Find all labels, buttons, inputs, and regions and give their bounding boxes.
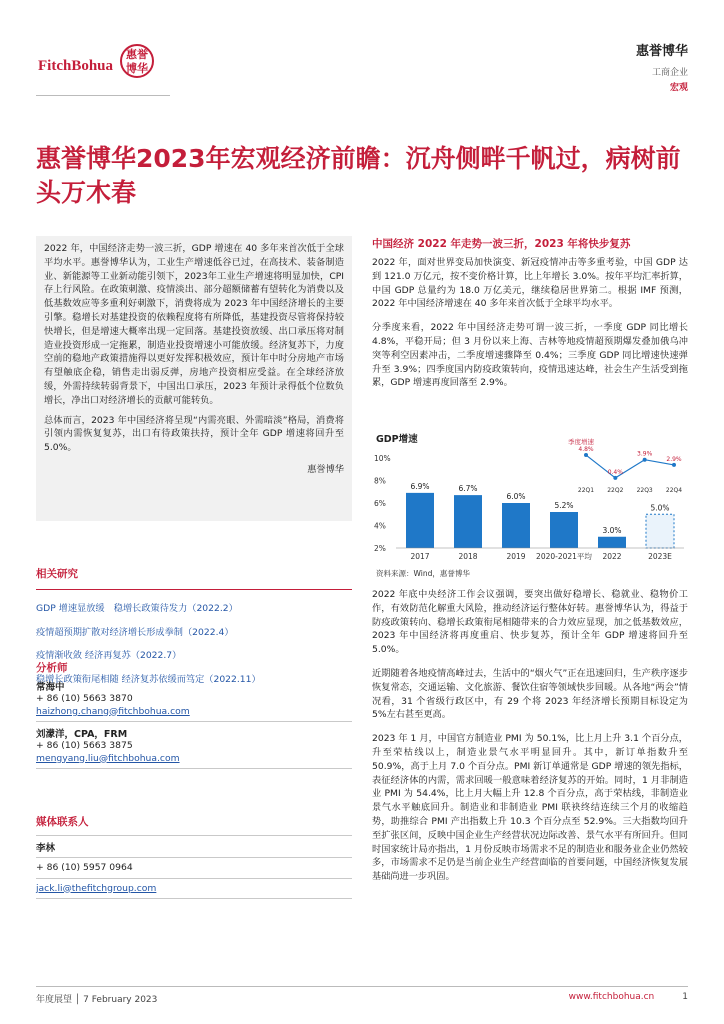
summary-paragraph: 总体而言，2023 年中国经济将呈现“内需亮眼、外需暗淡”格局，消费将引领内需恢复复苏，出口有待政策扶持，预计全年 GDP 增速将回升至 5.0%。 xyxy=(44,414,344,454)
logo-text: FitchBohua xyxy=(38,58,114,74)
footer-left: 年度展望 │ 7 February 2023 xyxy=(36,995,158,1005)
research-link[interactable]: 疫情超预期扩散对经济增长形成拳制（2022.4） xyxy=(36,626,234,638)
inset-value-label: 0.4% xyxy=(607,468,623,476)
bar-value-label: 6.0% xyxy=(506,492,526,501)
body-paragraph: 2023 年 1 月，中国官方制造业 PMI 为 50.1%，比上月上升 3.1 个百分点，升至荣枯线以上，制造业景气水平明显回升。其中，新订单指数升至 50.9%，高于上月 7.0 个百分点。PMI 新订单通常是 GDP 增速的领先指标，表征经济体的内需，需求回暖一般意味着经济复苏的开始。同时，1 月非制造业 PMI 为 54.4%，比上月大幅上升 12.8 个百分点，高于荣枯线，非制造业景气水平触底回升。制造业和非制造业 PMI 联袂终结连续三个月的收缩趋势，助推综合 PMI 产出指数上升 10.3 个百分点至 52.9%。三大指数均回升至扩张区间，反映中国企业生产经营状况边际改善、景气水平有所回升。但同时国家统计局亦指出，1 月份反映市场需求不足的制造业和服务业企业仍然较多，市场需求不足仍是当前企业生产经营面临的首要问题，中国经济恢复发展基础尚进一步巩固。 xyxy=(372,733,688,883)
research-title: 相关研究 xyxy=(36,568,78,580)
inset-point xyxy=(584,453,588,457)
media-title: 媒体联系人 xyxy=(36,816,89,828)
inset-value-label: 3.9% xyxy=(637,450,653,458)
body-paragraph: 2022 年，面对世界变局加快演变、新冠疫情冲击等多重考验，中国 GDP 达到 121.0 万亿元，按不变价格计算，比上年增长 3.0%。按年平均汇率折算，中国 GDP 总量约为 18.0 万亿美元，继续稳居世界第二。根据 IMF 预测，2022 年中国经济增速在 40 多年来首次低于全球平均水平。 xyxy=(372,257,688,310)
summary-box xyxy=(36,236,352,521)
media-divider xyxy=(36,878,352,879)
analyst-phone: + 86 (10) 5663 3875 xyxy=(36,740,133,751)
media-divider xyxy=(36,857,352,858)
y-tick-label: 4% xyxy=(374,521,386,531)
body-paragraph: 2022 年底中央经济工作会议强调，要突出做好稳增长、稳就业、稳物价工作，有效防范化解重大风险，推动经济运行整体好转。惠誉博华认为，得益于防疫政策转向、稳增长政策衔尾相随带来的合力效应显现，加之低基数效应，2023 年中国经济将再度重启、快步复苏，预计全年 GDP 增速将回升至 5.0%。 xyxy=(372,589,688,656)
footer-divider xyxy=(36,986,688,987)
analyst-email[interactable]: mengyang.liu@fitchbohua.com xyxy=(36,752,180,764)
inset-x-label: 22Q4 xyxy=(665,487,683,494)
y-tick-label: 10% xyxy=(374,454,391,463)
bar-value-label: 6.7% xyxy=(458,484,478,494)
inset-value-label: 2.9% xyxy=(666,455,682,463)
bar xyxy=(502,503,530,548)
research-link[interactable]: GDP 增速显放缓 稳增长政策待发力（2022.2） xyxy=(36,603,238,614)
bar xyxy=(550,512,578,548)
analyst-name: 常海中 xyxy=(36,682,65,693)
x-tick-label: 2020-2021平均 xyxy=(536,552,592,561)
inset-x-label: 22Q2 xyxy=(607,487,624,494)
brand-name: 惠誉博华 xyxy=(635,44,688,59)
x-tick-label: 2023E xyxy=(648,552,672,561)
bar xyxy=(646,514,674,548)
analyst-phone: + 86 (10) 5663 3870 xyxy=(36,693,133,704)
inset-point xyxy=(643,458,647,462)
page-number: 1 xyxy=(682,992,688,1002)
bar xyxy=(406,493,434,548)
brand-block xyxy=(636,40,688,93)
bar-value-label: 3.0% xyxy=(602,525,622,535)
inset-x-label: 22Q1 xyxy=(577,487,595,494)
logo-seal: 惠誉博华 xyxy=(120,44,154,78)
section-heading: 中国经济 2022 年走势一波三折，2023 年将快步复苏 xyxy=(372,238,631,250)
bar-value-label: 6.9% xyxy=(410,481,430,491)
media-phone: + 86 (10) 5957 0964 xyxy=(36,862,133,873)
media-name: 李林 xyxy=(36,843,56,854)
inset-point xyxy=(672,463,676,467)
inset-title: 季度增速 xyxy=(568,438,594,446)
x-tick-label: 2017 xyxy=(410,552,430,561)
y-tick-label: 2% xyxy=(374,544,386,553)
header-divider xyxy=(36,95,170,96)
x-tick-label: 2022 xyxy=(602,552,622,561)
inset-value-label: 4.8% xyxy=(578,446,594,454)
gdp-chart xyxy=(372,430,688,580)
bar-value-label: 5.2% xyxy=(554,501,574,510)
analyst-divider xyxy=(36,768,352,769)
page-title: 惠誉博华2023年宏观经济前瞻：沉舟侧畔千帆过，病树前头万木春 xyxy=(36,144,681,207)
analysts-section xyxy=(36,660,352,773)
analyst-name: 刘濛洋，CPA，FRM xyxy=(36,729,128,740)
media-email[interactable]: jack.li@thefitchgroup.com xyxy=(36,882,157,894)
gdp-chart-svg xyxy=(372,430,688,580)
research-link[interactable]: 疫情渐收敛 经济再复苏（2022.7） xyxy=(36,650,182,661)
inset-point xyxy=(613,476,617,480)
inset-x-label: 22Q3 xyxy=(636,487,653,494)
body-paragraph: 近期随着各地疫情高峰过去，生活中的“烟火气”正在迅速回归，生产秩序逐步恢复常态，交通运输、文化旅游、餐饮住宿等领域快步回暖。从各地“两会”情况看，31 个省级行政区中，有 29 个将 2023 年经济增长预期目标设定为 5%左右甚至更高。 xyxy=(372,667,688,721)
brand-sub: 工商企业 xyxy=(651,68,688,78)
y-tick-label: 8% xyxy=(374,476,386,486)
media-section xyxy=(36,814,352,903)
footer-url[interactable]: www.fitchbohua.cn xyxy=(568,992,655,1002)
y-tick-label: 6% xyxy=(374,499,386,508)
bar-value-label: 5.0% xyxy=(650,503,670,513)
body-paragraph: 分季度来看，2022 年中国经济走势可谓一波三折，一季度 GDP 同比增长 4.8%，平稳开局；但 3 月份以来上海、吉林等地疫情超预期爆发叠加俄乌冲突等利空因素冲击，二季度增速骤降至 0.4%；三季度 GDP 同比增速快速弹升至 3.9%；四季度国内防疫政策转向，疫情迅速达峰，社会生产生活受到拖累，GDP 增速再度回落至 2.9%。 xyxy=(372,322,688,389)
chart-title: GDP增速 xyxy=(376,434,418,445)
analysts-title: 分析师 xyxy=(36,662,68,674)
x-tick-label: 2018 xyxy=(458,552,478,561)
bar xyxy=(454,495,482,548)
analyst-divider xyxy=(36,721,352,722)
brand-category: 宏观 xyxy=(669,83,688,93)
footer-right xyxy=(569,992,688,1002)
bar xyxy=(598,537,626,548)
right-text-top xyxy=(372,256,688,400)
media-divider xyxy=(36,835,352,836)
research-divider xyxy=(36,589,352,590)
chart-source: 资料来源：Wind，惠誉博华 xyxy=(376,569,470,578)
research-link[interactable]: 稳增长政策衔尾相随 经济复苏依缓而笃定（2022.11） xyxy=(36,673,261,685)
right-text-bottom xyxy=(372,588,688,894)
media-divider xyxy=(36,898,352,899)
analyst-email[interactable]: haizhong.chang@fitchbohua.com xyxy=(36,705,190,717)
summary-signature: 惠誉博华 xyxy=(307,463,344,475)
x-tick-label: 2019 xyxy=(506,552,526,561)
summary-paragraph: 2022 年，中国经济走势一波三折，GDP 增速在 40 多年来首次低于全球平均水平。惠誉博华认为，工业生产增速低谷已过，在高技术、装备制造业、新能源等工业新动能引领下，2023年工业生产增速将明显加快，CPI存上行风险。在政策刺激、疫情淡出、部分超额储蓄有望转化为消费以及低基数效应等多重利好刺激下，消费将成为 2023 年中国经济增长的主要引擎。稳增长对基建投资的依赖程度将有所降低，基建投资尽管将保持较快增长，但是增速大概率出现一定回落。基建投资放缓、出口承压将对制造业投资形成一定拖累，制造业投资增速小可能放缓。经济复苏下，力度空前的稳地产政策措施得以更好发挥积极效应，预计年中时分房地产市场有望触底企稳，销售走出弱反弹，房地产投资相应受益。在全球经济放缓，外需持续转弱背景下，中国出口承压，2023 年预计录得低个位数负增长，净出口对经济增长的贡献可能转负。 xyxy=(44,243,344,406)
